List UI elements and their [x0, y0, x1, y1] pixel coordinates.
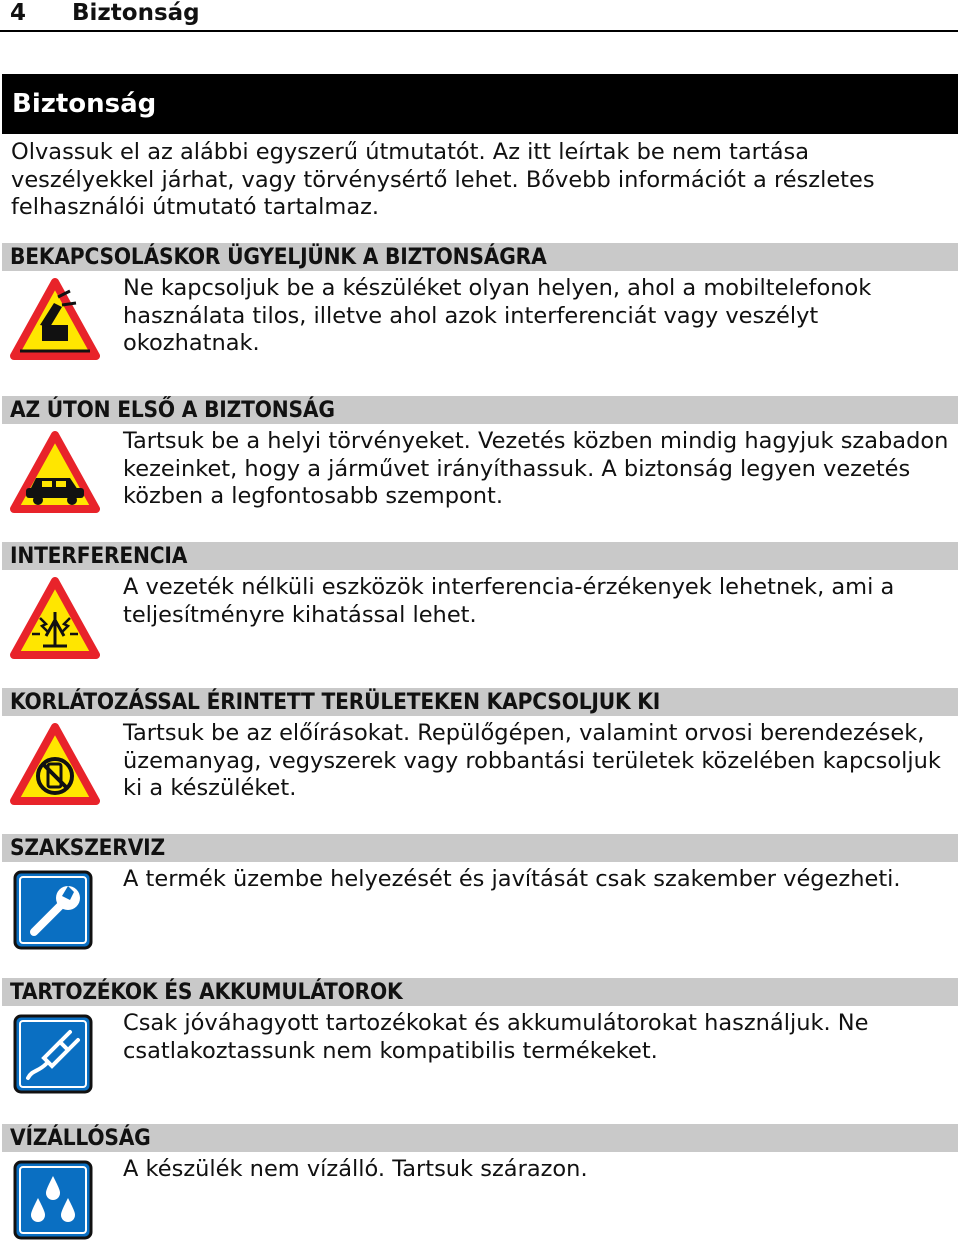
safety-section-interference [2, 542, 958, 628]
section-heading: TARTOZÉKOK ÉS AKKUMULÁTOROK [10, 979, 403, 1005]
water-drops-icon [10, 1158, 100, 1242]
page-number: 4 [10, 0, 27, 26]
section-heading-bar [2, 243, 958, 271]
section-heading-bar [2, 834, 958, 862]
plug-icon [10, 1012, 100, 1096]
safety-section-road [2, 396, 958, 509]
section-heading: SZAKSZERVIZ [10, 835, 165, 861]
section-heading-bar [2, 1124, 958, 1152]
wrench-icon [10, 868, 100, 952]
safety-section-water-resistance [2, 1124, 958, 1182]
safety-section-accessories [2, 978, 958, 1064]
section-text: Ne kapcsoljuk be a készüléket olyan helyen, ahol a mobiltelefonok használata tilos, illetve ahol azok interferenciát vagy veszélyt okozhatnak. [123, 275, 872, 356]
section-heading-bar [2, 688, 958, 716]
road-safety-icon [10, 430, 100, 514]
section-heading: AZ ÚTON ELSŐ A BIZTONSÁG [10, 397, 335, 423]
section-heading: KORLÁTOZÁSSAL ÉRINTETT TERÜLETEKEN KAPCSOLJUK KI [10, 689, 661, 715]
section-heading-bar [2, 396, 958, 424]
chapter-title: Biztonság [72, 0, 200, 26]
page-title: Biztonság [12, 89, 157, 119]
section-heading: VÍZÁLLÓSÁG [10, 1125, 151, 1151]
safety-section-service [2, 834, 958, 892]
section-heading-bar [2, 978, 958, 1006]
section-text: Tartsuk be az előírásokat. Repülőgépen, valamint orvosi berendezések, üzemanyag, vegyszerek vagy robbantási területek közelében kapcsoljuk ki a készüléket. [123, 720, 941, 801]
section-heading: BEKAPCSOLÁSKOR ÜGYELJÜNK A BIZTONSÁGRA [10, 244, 547, 270]
section-heading: INTERFERENCIA [10, 543, 188, 569]
section-text: A vezeték nélküli eszközök interferencia-érzékenyek lehetnek, ami a teljesítményre kihatással lehet. [123, 574, 895, 628]
safety-section-restricted-areas [2, 688, 958, 801]
section-text: Csak jóváhagyott tartozékokat és akkumulátorokat használjuk. Ne csatlakoztassunk nem kompatibilis termékeket. [123, 1010, 869, 1064]
switch-on-safely-icon [10, 277, 100, 361]
section-text: A készülék nem vízálló. Tartsuk szárazon. [123, 1156, 588, 1182]
section-text: A termék üzembe helyezését és javítását csak szakember végezheti. [123, 866, 901, 892]
running-header [0, 0, 958, 32]
safety-section-switch-on [2, 243, 958, 356]
section-title-bar [2, 74, 958, 134]
section-text: Tartsuk be a helyi törvényeket. Vezetés közben mindig hagyjuk szabadon kezeinket, hogy a járművet irányíthassuk. A biztonság legyen vezetés közben a legfontosabb szempont. [123, 428, 949, 509]
interference-icon [10, 576, 100, 660]
intro-paragraph: Olvassuk el az alábbi egyszerű útmutatót. Az itt leírtak be nem tartása veszélyekkel járhat, vagy törvénysértő lehet. Bővebb információt a részletes felhasználói útmutató tartalmaz. [11, 139, 875, 220]
restricted-area-icon [10, 722, 100, 806]
section-heading-bar [2, 542, 958, 570]
